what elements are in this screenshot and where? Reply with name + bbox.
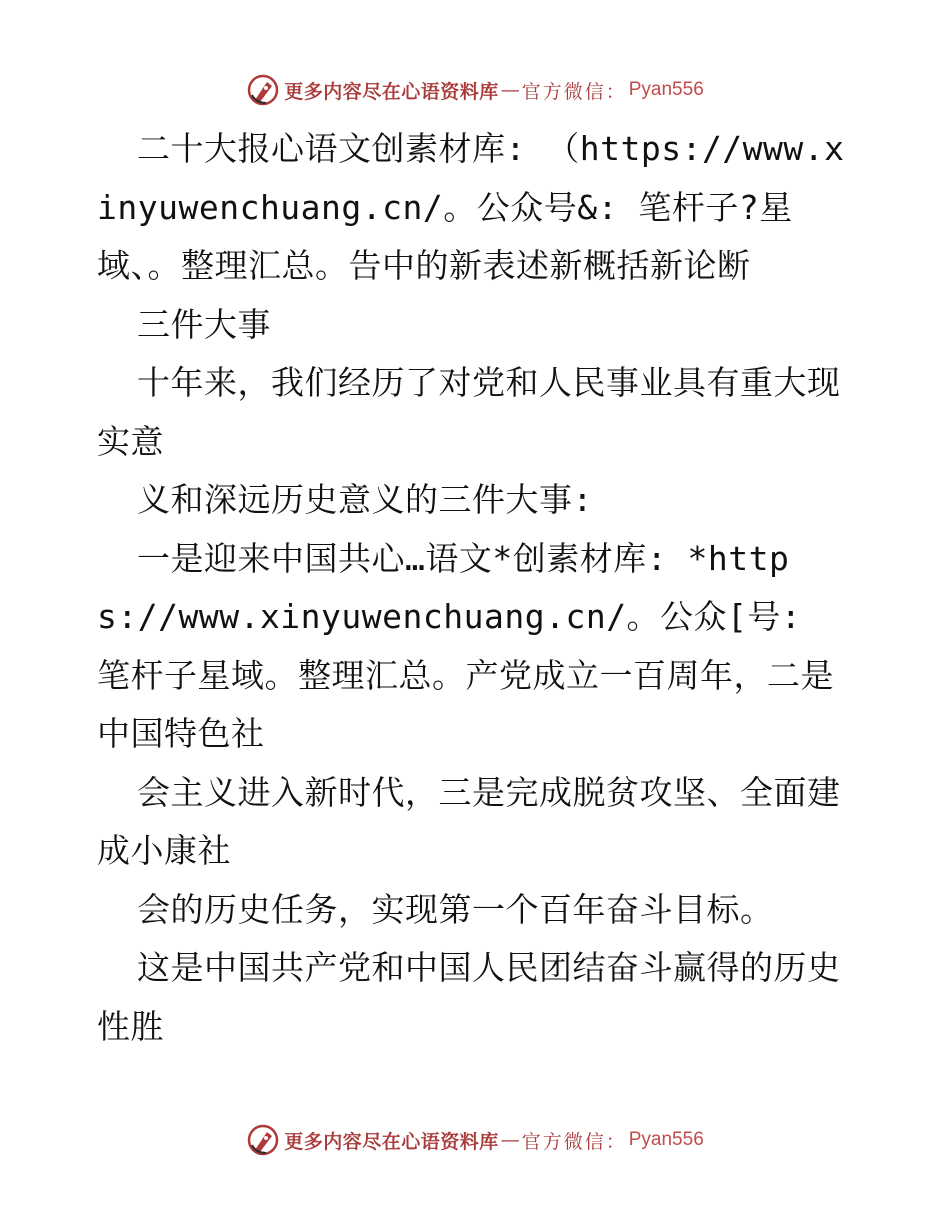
pen-nib-logo-icon	[246, 1123, 280, 1157]
footer-dash: —	[500, 1129, 520, 1151]
paragraph-6: 会主义进入新时代，三是完成脱贫攻坚、全面建成小康社	[97, 772, 841, 870]
header-wechat-label: 官方微信：	[521, 80, 627, 103]
paragraph-3: 十年来，我们经历了对党和人民事业具有重大现实意	[97, 363, 841, 461]
footer-banner	[0, 1120, 950, 1160]
footer-site-text: 更多内容尽在心语资料库	[284, 1130, 499, 1153]
paragraph-2: 三件大事	[137, 304, 271, 344]
header-wechat-id: Pyan556	[628, 79, 704, 100]
header-site-text: 更多内容尽在心语资料库	[284, 80, 499, 103]
footer-wechat-label: 官方微信：	[521, 1130, 627, 1153]
header-dash: —	[500, 79, 520, 101]
paragraph-7: 会的历史任务，实现第一个百年奋斗目标。	[137, 889, 774, 929]
paragraph-5: 一是迎来中国共心…语文*创素材库: *https://www.xinyuwenchuang.cn/。公众[号: 笔杆子星域。整理汇总。产党成立一百周年，二是中国特色社	[97, 538, 834, 753]
header-banner	[0, 70, 950, 110]
paragraph-4: 义和深远历史意义的三件大事:	[137, 480, 593, 519]
pen-nib-logo-icon	[246, 73, 280, 107]
footer-wechat-id: Pyan556	[628, 1129, 704, 1150]
paragraph-1: 二十大报心语文创素材库: （https://www.xinyuwenchuang.cn/。公众号&: 笔杆子?星域、。整理汇总。告中的新表述新概括新论断	[97, 129, 845, 285]
document-body	[97, 120, 853, 1056]
paragraph-8: 这是中国共产党和中国人民团结奋斗赢得的历史性胜	[97, 948, 841, 1046]
